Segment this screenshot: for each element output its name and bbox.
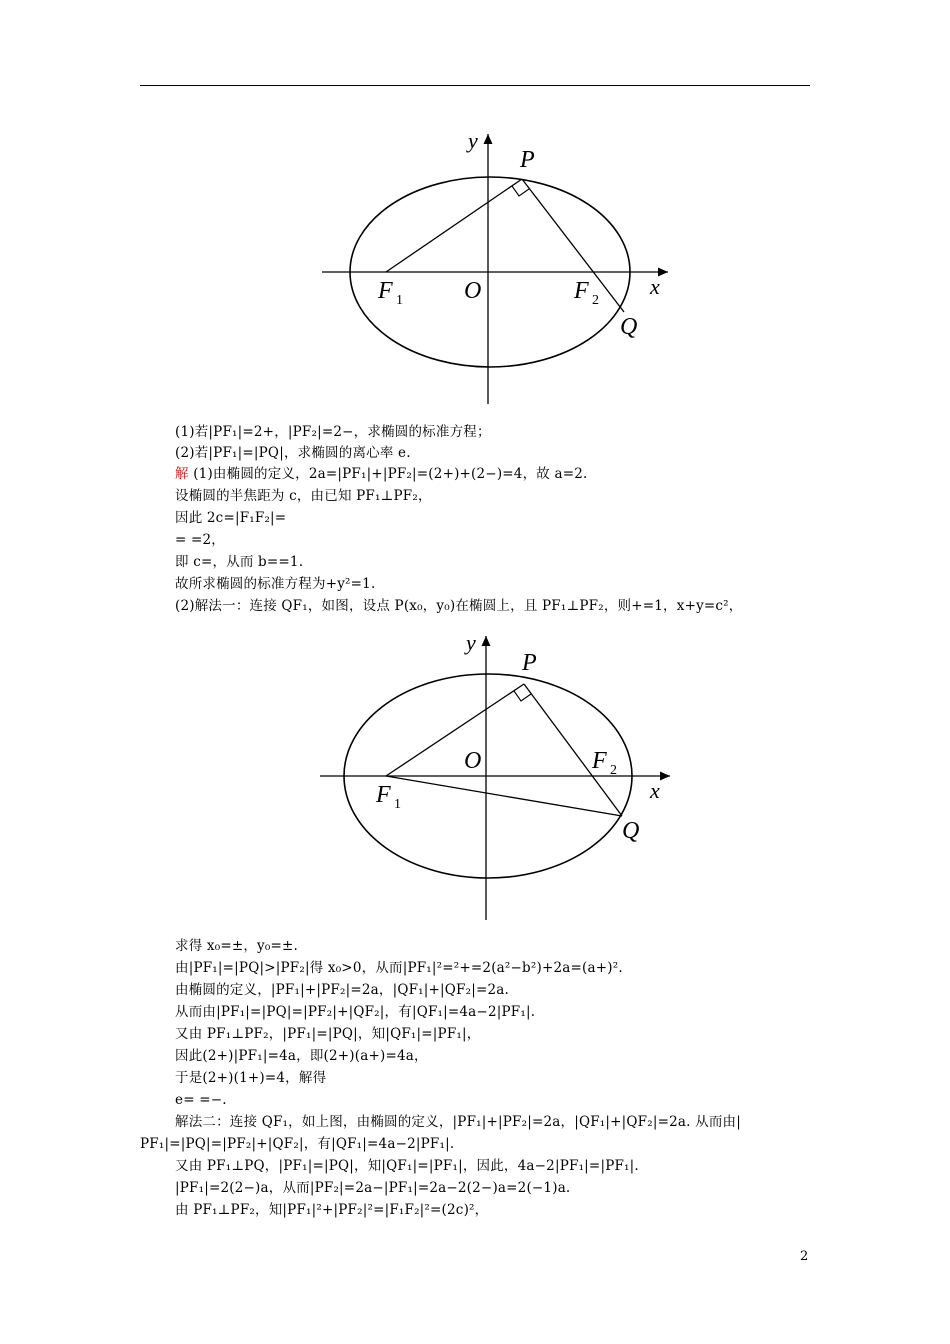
solution-label: 解 <box>175 466 189 482</box>
text-line: |PF₁|=2(2−)a，从而|PF₂|=2a−|PF₁|=2a−2(2−)a=2(−1)a. <box>175 1180 571 1196</box>
ellipse-diagram-2 <box>306 622 678 927</box>
y-axis-arrow <box>484 134 493 144</box>
ellipse-figure-2 <box>306 622 678 927</box>
solution-line-1-text: (1)由椭圆的定义，2a=|PF₁|+|PF₂|=(2+)+(2−)=4，故 a=2. <box>188 466 588 482</box>
text-line: (2)解法一：连接 QF₁，如图，设点 P(x₀，y₀)在椭圆上，且 PF₁⊥PF₂，则+=1，x+y=c²， <box>175 598 743 614</box>
text-line: 解法二：连接 QF₁，如上图，由椭圆的定义，|PF₁|+|PF₂|=2a，|QF₁|+|QF₂|=2a. 从而由| <box>175 1114 741 1130</box>
text-line: 求得 x₀=±，y₀=±. <box>175 938 298 954</box>
text-line: 故所求椭圆的标准方程为+y²=1. <box>175 576 376 592</box>
header-rule <box>140 85 810 86</box>
segment-f1-q <box>386 776 622 816</box>
label-f2: F <box>592 748 607 774</box>
label-f2-sub: 2 <box>592 293 599 308</box>
text-line: PF₁|=|PQ|=|PF₂|+|QF₂|，有|QF₁|=4a−2|PF₁|. <box>140 1136 455 1152</box>
page-number: 2 <box>800 1249 809 1264</box>
label-o: O <box>464 748 482 774</box>
text-line: 因此(2+)|PF₁|=4a，即(2+)(a+)=4a， <box>175 1048 428 1064</box>
text-line: 从而由|PF₁|=|PQ|=|PF₂|+|QF₂|，有|QF₁|=4a−2|PF₁|. <box>175 1004 536 1020</box>
text-line: 即 c=，从而 b==1. <box>175 554 304 570</box>
label-f1: F <box>376 782 391 808</box>
label-q: Q <box>620 314 638 340</box>
label-p: P <box>520 147 535 173</box>
y-axis-arrow <box>482 636 491 646</box>
text-line: 由椭圆的定义，|PF₁|+|PF₂|=2a，|QF₁|+|QF₂|=2a. <box>175 982 510 998</box>
text-line: 由 PF₁⊥PF₂，知|PF₁|²+|PF₂|²=|F₁F₂|²=(2c)²， <box>175 1202 489 1218</box>
label-f1: F <box>378 278 393 304</box>
label-q: Q <box>622 818 640 844</box>
text-line: 于是(2+)(1+)=4，解得 <box>175 1070 327 1086</box>
solution-line-1 <box>175 464 588 484</box>
label-p: P <box>522 650 537 676</box>
problem-part-1: (1)若|PF₁|=2+，|PF₂|=2−，求椭圆的标准方程； <box>175 424 491 440</box>
segment-f1-p <box>386 684 524 776</box>
label-o: O <box>464 278 482 304</box>
label-y: y <box>468 128 478 153</box>
text-line: 由|PF₁|=|PQ|>|PF₂|得 x₀>0，从而|PF₁|²=²+=2(a²−b²)+2a=(a+)². <box>175 960 623 976</box>
segment-p-q <box>522 179 624 312</box>
label-f2-sub: 2 <box>610 763 617 778</box>
label-x: x <box>650 778 660 803</box>
text-line: e= =−. <box>175 1092 227 1108</box>
segment-p-q <box>524 684 622 816</box>
x-axis-arrow <box>660 772 670 781</box>
label-y: y <box>466 630 476 655</box>
text-block-2 <box>0 936 950 1226</box>
text-line: 因此 2c=|F₁F₂|= <box>175 510 287 526</box>
text-line: 又由 PF₁⊥PQ，|PF₁|=|PQ|，知|QF₁|=|PF₁|，因此，4a−2|PF₁|=|PF₁|. <box>175 1158 639 1174</box>
segment-f1-p <box>386 179 522 272</box>
right-angle-marker <box>514 691 531 701</box>
text-block-1 <box>0 422 950 630</box>
text-line: 又由 PF₁⊥PF₂，|PF₁|=|PQ|，知|QF₁|=|PF₁|， <box>175 1026 481 1042</box>
label-f2: F <box>574 278 589 304</box>
label-x: x <box>650 274 660 299</box>
problem-part-2: (2)若|PF₁|=|PQ|，求椭圆的离心率 e. <box>175 445 411 461</box>
label-f1-sub: 1 <box>394 797 401 812</box>
label-f1-sub: 1 <box>396 293 403 308</box>
text-line: = =2， <box>175 532 226 548</box>
ellipse-figure-1 <box>310 122 675 417</box>
ellipse-diagram-1 <box>310 122 675 417</box>
text-line: 设椭圆的半焦距为 c，由已知 PF₁⊥PF₂， <box>175 488 432 504</box>
right-angle-marker <box>512 186 529 196</box>
